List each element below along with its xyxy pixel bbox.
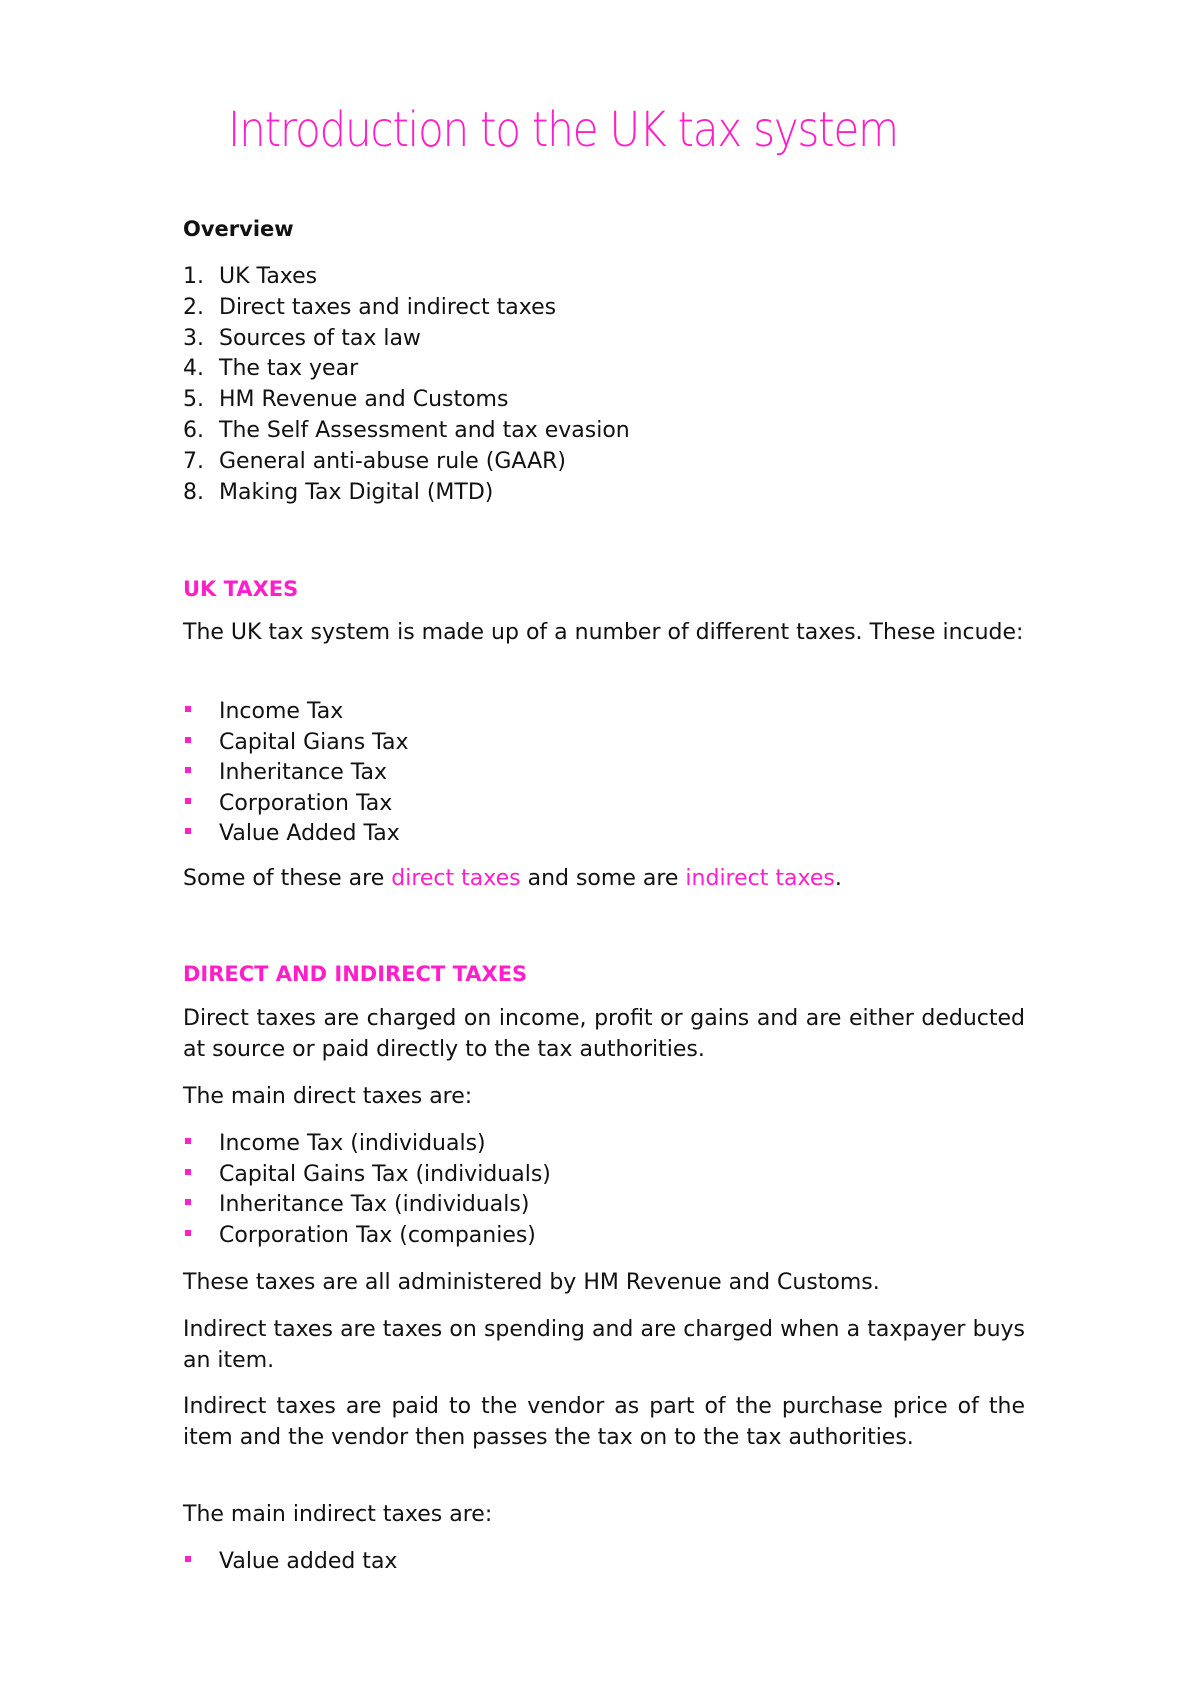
section-heading-direct-indirect: DIRECT AND INDIRECT TAXES <box>183 962 528 986</box>
indirect-taxes-paragraph: Indirect taxes are taxes on spending and are charged when a taxpayer buys an item. <box>183 1317 1025 1373</box>
list-item-text: Value added tax <box>219 1549 398 1574</box>
list-item-text: Corporation Tax <box>219 790 393 816</box>
list-item <box>183 447 630 478</box>
direct-taxes-bullet-list <box>183 1129 551 1251</box>
indirect-taxes-link[interactable]: indirect taxes <box>685 866 835 891</box>
document-title: Introduction to the UK tax system <box>228 102 898 158</box>
closing-text-middle: and some are <box>520 866 686 891</box>
list-item-text: Value Added Tax <box>219 821 400 846</box>
list-item-text: Inheritance Tax <box>219 760 388 785</box>
list-item-text: Inheritance Tax (individuals) <box>219 1192 530 1217</box>
list-item <box>183 1547 397 1578</box>
direct-taxes-link[interactable]: direct taxes <box>391 866 521 891</box>
list-item <box>183 354 630 385</box>
list-item <box>183 262 630 293</box>
uk-taxes-closing <box>183 864 1025 895</box>
closing-text-after: . <box>834 866 842 891</box>
list-item <box>183 789 408 820</box>
square-bullet-icon <box>185 828 191 834</box>
square-bullet-icon <box>185 1138 191 1144</box>
main-indirect-taxes-intro: The main indirect taxes are: <box>183 1502 493 1527</box>
square-bullet-icon <box>185 1556 191 1562</box>
list-item <box>183 697 408 728</box>
list-item <box>183 478 630 509</box>
list-item-text: Income Tax <box>219 699 344 724</box>
overview-list <box>183 262 630 508</box>
square-bullet-icon <box>185 1230 191 1236</box>
list-item <box>183 728 408 759</box>
list-item-text: Making Tax Digital (MTD) <box>219 479 494 505</box>
list-item <box>183 1160 551 1191</box>
list-item-text: Sources of tax law <box>219 325 421 351</box>
square-bullet-icon <box>185 1199 191 1205</box>
square-bullet-icon <box>185 706 191 712</box>
direct-taxes-paragraph: Direct taxes are charged on income, profit or gains and are either deducted at source or paid directly to the tax authorities. <box>183 1006 1025 1062</box>
list-item-number: 7. <box>183 448 204 474</box>
indirect-taxes-bullet-list <box>183 1547 397 1578</box>
list-item-text: Income Tax (individuals) <box>219 1131 486 1156</box>
list-item <box>183 819 408 850</box>
list-item-number: 8. <box>183 479 204 505</box>
square-bullet-icon <box>185 767 191 773</box>
list-item-text: General anti-abuse rule (GAAR) <box>219 448 567 474</box>
list-item <box>183 758 408 789</box>
section-heading-uk-taxes: UK TAXES <box>183 577 299 601</box>
list-item <box>183 293 630 324</box>
uk-taxes-intro: The UK tax system is made up of a number of different taxes. These incude: <box>183 620 1024 645</box>
list-item-text: Direct taxes and indirect taxes <box>219 294 557 320</box>
administered-by-paragraph: These taxes are all administered by HM Revenue and Customs. <box>183 1270 880 1295</box>
square-bullet-icon <box>185 1169 191 1175</box>
list-item-number: 3. <box>183 325 204 351</box>
list-item-text: UK Taxes <box>219 264 318 289</box>
main-direct-taxes-intro: The main direct taxes are: <box>183 1084 473 1109</box>
list-item <box>183 324 630 355</box>
overview-heading: Overview <box>183 217 294 241</box>
list-item-number: 5. <box>183 387 204 413</box>
list-item <box>183 385 630 416</box>
list-item <box>183 416 630 447</box>
list-item <box>183 1190 551 1221</box>
list-item-number: 6. <box>183 417 204 443</box>
list-item-text: Capital Gains Tax (individuals) <box>219 1161 551 1187</box>
list-item-text: Capital Gians Tax <box>219 729 409 755</box>
list-item-number: 1. <box>183 264 204 289</box>
list-item-number: 2. <box>183 294 204 320</box>
square-bullet-icon <box>185 737 191 743</box>
indirect-taxes-vendor-paragraph: Indirect taxes are paid to the vendor as part of the purchase price of the item and the vendor then passes the tax on to the tax authorities. <box>183 1394 1025 1450</box>
list-item-text: The Self Assessment and tax evasion <box>219 417 630 443</box>
closing-text-before: Some of these are <box>183 866 392 891</box>
uk-taxes-bullet-list <box>183 697 408 850</box>
list-item-text: HM Revenue and Customs <box>219 387 509 413</box>
list-item-text: Corporation Tax (companies) <box>219 1222 536 1248</box>
square-bullet-icon <box>185 798 191 804</box>
list-item <box>183 1129 551 1160</box>
list-item-number: 4. <box>183 356 204 382</box>
list-item <box>183 1221 551 1252</box>
list-item-text: The tax year <box>219 356 359 382</box>
